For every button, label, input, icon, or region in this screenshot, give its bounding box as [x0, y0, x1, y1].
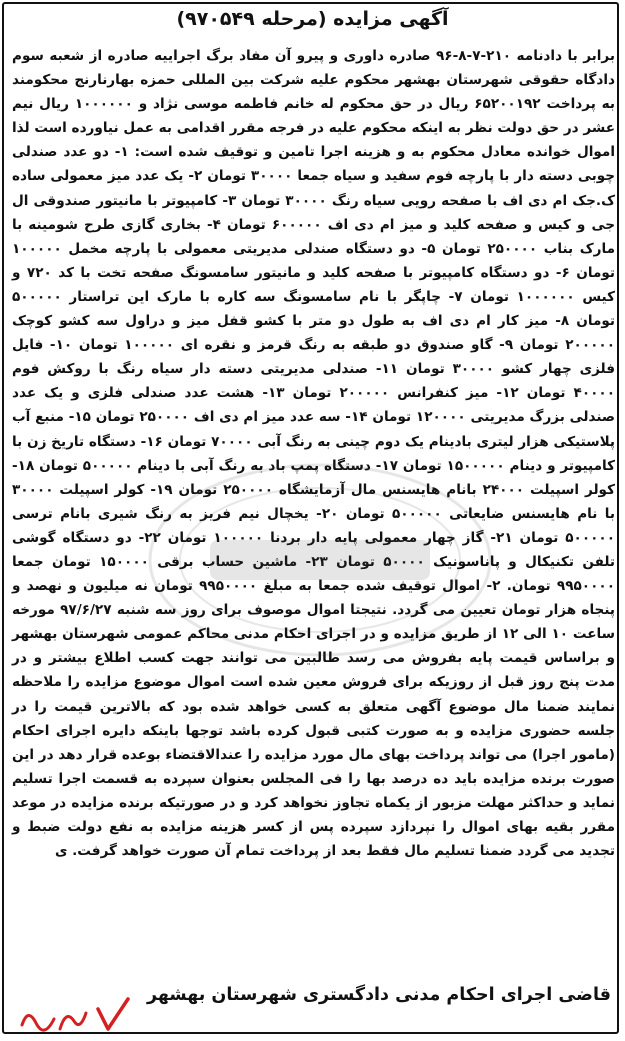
notice-title: آگهی مزایده (مرحله ۹۷۰۵۴۹) — [176, 8, 449, 30]
signature-line: قاضی اجرای احکام مدنی دادگستری شهرستان بهشهر — [146, 985, 611, 1005]
notice-body: برابر با دادنامه ۲۱۰-۷-۸-۹۶ صادره داوری و پیرو آن مفاد برگ اجراییه صادره از شعبه سوم دادگاه حقوقی شهرستان بهشهر محکوم علیه شرکت بین المللی حمزه بهارنارنج محکومند به پرداخت ۶۵۲۰۰۱۹۲ ریال در حق محکوم له خانم فاطمه موسی نژاد و ۱۰۰۰۰۰۰ ریال نیم عشر در حق دولت نظر به اینکه محکوم علیه در فرجه مقرر اقدامی به عمل نیاورده است لذا اموال خوانده معادل محکوم به و هزینه اجرا تامین و توقیف شده است: ۱- دو عدد صندلی چوبی دسته دار با پارچه فوم سفید و سیاه جمعا ۳۰۰۰۰ تومان ۲- یک عدد میز معمولی ساده ک.جک ام دی اف با صفحه رویی سیاه رنگ ۳۰۰۰۰ تومان ۳- کامپیوتر با مانیتور صندوقی ال جی و کیس و صفحه کلید و میز ام دی اف ۶۰۰۰۰۰ تومان ۴- بخاری گازی طرح شومینه با مارک بناب ۲۵۰۰۰۰ تومان ۵- دو دستگاه صندلی مدیریتی معمولی با پارچه مخمل ۱۰۰۰۰۰ تومان ۶- دو دستگاه کامپیوتر با صفحه کلید و مانیتور سامسونگ صفحه تخت با کد ۷۲۰ و کیس ۱۰۰۰۰۰۰ تومان ۷- چاپگر با نام سامسونگ سه کاره با مارک این تراستار ۵۰۰۰۰۰ تومان ۸- میز کار ام دی اف به طول دو متر با کشو قفل میز و دراول سه کشو کوچک ۲۰۰۰۰۰ تومان ۹- گاو صندوق دو طبقه به رنگ قرمز و نقره ای ۱۰۰۰۰۰ تومان ۱۰- فایل فلزی چهار کشو ۳۰۰۰۰ تومان ۱۱- صندلی مدیریتی دسته دار سیاه رنگ با روکش فوم ۴۰۰۰۰ تومان ۱۲- میز کنفرانس ۲۰۰۰۰۰ تومان ۱۳- هشت عدد صندلی فلزی و یک عدد صندلی بزرگ مدیریتی ۱۲۰۰۰۰ تومان ۱۴- سه عدد میز ام دی اف ۲۵۰۰۰۰ تومان ۱۵- منبع آب پلاستیکی هزار لیتری بادینام یک دوم چینی به رنگ آبی ۷۰۰۰۰ تومان ۱۶- دستگاه تاریخ زن با کامپیوتر و دینام ۱۵۰۰۰۰۰ تومان ۱۷- دستگاه پمپ باد به رنگ آبی با دینام ۵۰۰۰۰۰ تومان ۱۸- کولر اسپیلت ۲۴۰۰۰ بانام هایسنس مال آزمایشگاه ۲۵۰۰۰۰ تومان ۱۹- کولر اسپیلت ۳۰۰۰۰ با نام هایسنس ضایعاتی ۵۰۰۰۰۰ تومان ۲۰- یخچال نیم فریز به رنگ شیری بانام ترسی ۵۰۰۰۰۰ تومان ۲۱- گاز چهار معمولی پایه دار بردنا ۱۰۰۰۰۰ تومان ۲۲- دو دستگاه گوشی تلفن تکنیکال و پاناسونیک ۵۰۰۰۰ تومان ۲۳- ماشین حساب برقی ۱۵۰۰۰۰ تومان جمعا ۹۹۵۰۰۰۰ تومان. ۲- اموال توقیف شده جمعا به مبلغ ۹۹۵۰۰۰۰ تومان نه میلیون و نهصد و پنجاه هزار تومان تعیین می گردد. نتیجتا اموال موصوف برای روز سه شنبه ۹۷/۶/۲۷ مورخه ساعت ۱۰ الی ۱۲ از طریق مزایده و در اجرای احکام مدنی محاکم عمومی شهرستان بهشهر و براساس قیمت پایه بفروش می رسد طالبین می توانند جهت کسب اطلاع بیشتر و در مدت پنج روز قبل از روزیکه برای فروش معین شده است اموال موضوع مزایده را ملاحظه نمایند ضمنا مال موضوع آگهی متعلق به کسی خواهد شده بود که بالاترین قیمت را در جلسه حضوری مزایده و به صورت کتبی قبول کرده باشد توجها باینکه دایره اجرای احکام (مامور اجرا) می تواند پرداخت بهای مال مورد مزایده را عندالاقتضاء بوعده قرار دهد در این صورت برنده مزایده باید ده درصد بها را فی المجلس بعنوان سپرده به قسمت اجرا تسلیم نماید و حداکثر مهلت مزبور از یکماه تجاوز نخواهد کرد و در صورتیکه برنده مزایده در موعد مقرر بقیه بهای اموال را نپردازد سپرده پس از کسر هزینه مزایده به نفع دولت ضبط و تجدید می گردد ضمنا تسلیم مال فقط بعد از پرداخت تمام آن صورت خواهد گرفت. ی — [12, 48, 616, 860]
handwritten-mark — [14, 995, 134, 1037]
